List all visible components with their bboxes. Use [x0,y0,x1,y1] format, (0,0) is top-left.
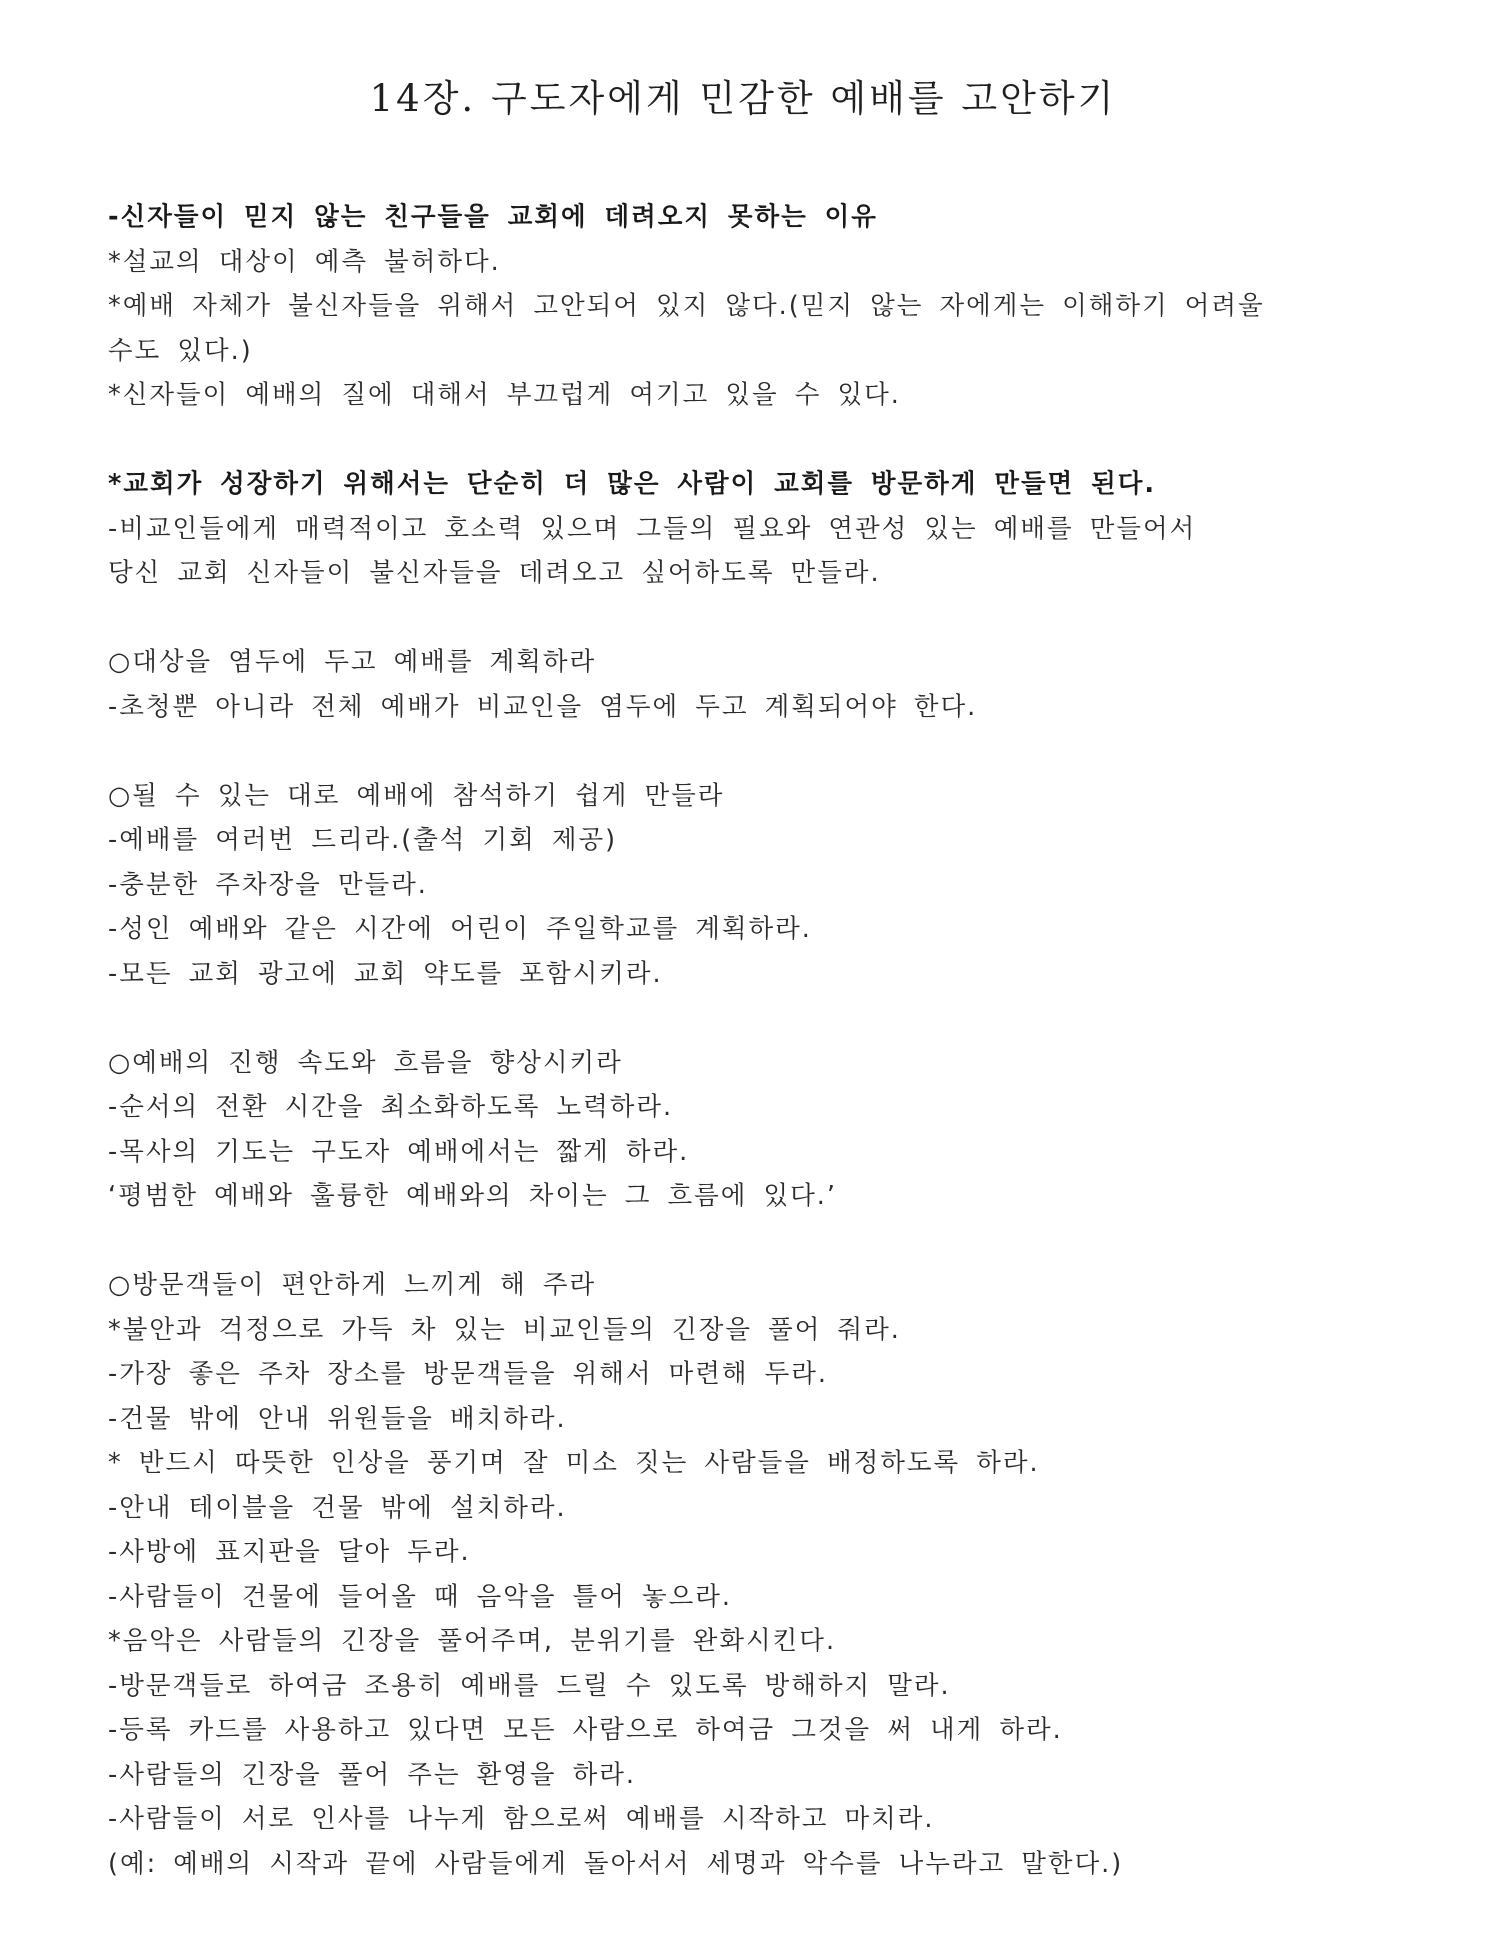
text-line: -예배를 여러번 드리라.(출석 기회 제공) [108,825,618,855]
text-line: -순서의 전환 시간을 최소화하도록 노력하라. [108,1092,674,1122]
text-line: *불안과 걱정으로 가득 차 있는 비교인들의 긴장을 풀어 줘라. [108,1314,901,1345]
text-line: 당신 교회 신자들이 불신자들을 데려오고 싶어하도록 만들라. [108,558,881,588]
section-gap [108,596,1408,641]
text-line: -사람들이 건물에 들어올 때 음악을 틀어 놓으라. [108,1581,732,1612]
page-title: 14장. 구도자에게 민감한 예배를 고안하기 [369,77,1117,120]
text-line: *설교의 대상이 예측 불허하다. [108,246,501,277]
text-line: -방문객들로 하여금 조용히 예배를 드릴 수 있도록 방해하지 말라. [108,1670,951,1701]
section-gap [108,418,1408,463]
section-heading-line: *교회가 성장하기 위해서는 단순히 더 많은 사람이 교회를 방문하게 만들면 된다. [108,469,1157,499]
text-line: -비교인들에게 매력적이고 호소력 있으며 그들의 필요와 연관성 있는 예배를 만들어서 [108,513,1197,544]
text-line: -목사의 기도는 구도자 예배에서는 짧게 하라. [108,1136,690,1167]
section-heading-line: ○될 수 있는 대로 예배에 참석하기 쉽게 만들라 [108,780,725,811]
section-heading-line: ○방문객들이 편안하게 느끼게 해 주라 [108,1270,597,1300]
text-line: ‘평범한 예배와 훌륭한 예배와의 차이는 그 흐름에 있다.’ [108,1181,837,1211]
text-line: -성인 예배와 같은 시간에 어린이 주일학교를 계획하라. [108,914,812,944]
text-line: -사람들의 긴장을 풀어 주는 환영을 하라. [108,1759,636,1790]
text-line: -건물 밖에 안내 위원들을 배치하라. [108,1403,567,1434]
text-line: -안내 테이블을 건물 밖에 설치하라. [108,1492,567,1523]
document-body [108,195,1408,1886]
text-line: -모든 교회 광고에 교회 약도를 포함시키라. [108,958,663,989]
text-line: * 반드시 따뜻한 인상을 풍기며 잘 미소 짓는 사람들을 배정하도록 하라. [108,1448,1040,1478]
section-heading-line: ○대상을 염두에 두고 예배를 계획하라 [108,647,597,677]
text-line: *신자들이 예배의 질에 대해서 부끄럽게 여기고 있을 수 있다. [108,380,901,410]
text-line: *음악은 사람들의 긴장을 풀어주며, 분위기를 완화시킨다. [108,1626,837,1656]
section-gap [108,729,1408,774]
text-line: -충분한 주차장을 만들라. [108,869,428,900]
text-line: -등록 카드를 사용하고 있다면 모든 사람으로 하여금 그것을 써 내게 하라. [108,1715,1063,1745]
text-line: -가장 좋은 주차 장소를 방문객들을 위해서 마련해 두라. [108,1359,828,1389]
text-line: -사방에 표지판을 달아 두라. [108,1537,471,1567]
text-line: *예배 자체가 불신자들을 위해서 고안되어 있지 않다.(믿지 않는 자에게는 이해하기 어려울 [108,291,1265,321]
section-heading-line: -신자들이 믿지 않는 친구들을 교회에 데려오지 못하는 이유 [108,202,878,232]
text-line: -사람들이 서로 인사를 나누게 함으로써 예배를 시작하고 마치라. [108,1804,935,1834]
text-line: 수도 있다.) [108,335,253,366]
section-gap [108,996,1408,1041]
text-line: -초청뿐 아니라 전체 예배가 비교인을 염두에 두고 계획되어야 한다. [108,691,978,722]
section-heading-line: ○예배의 진행 속도와 흐름을 향상시키라 [108,1047,623,1078]
text-line: (예: 예배의 시작과 끝에 사람들에게 돌아서서 세명과 악수를 나누라고 말한다.) [108,1848,1124,1879]
section-gap [108,1219,1408,1264]
